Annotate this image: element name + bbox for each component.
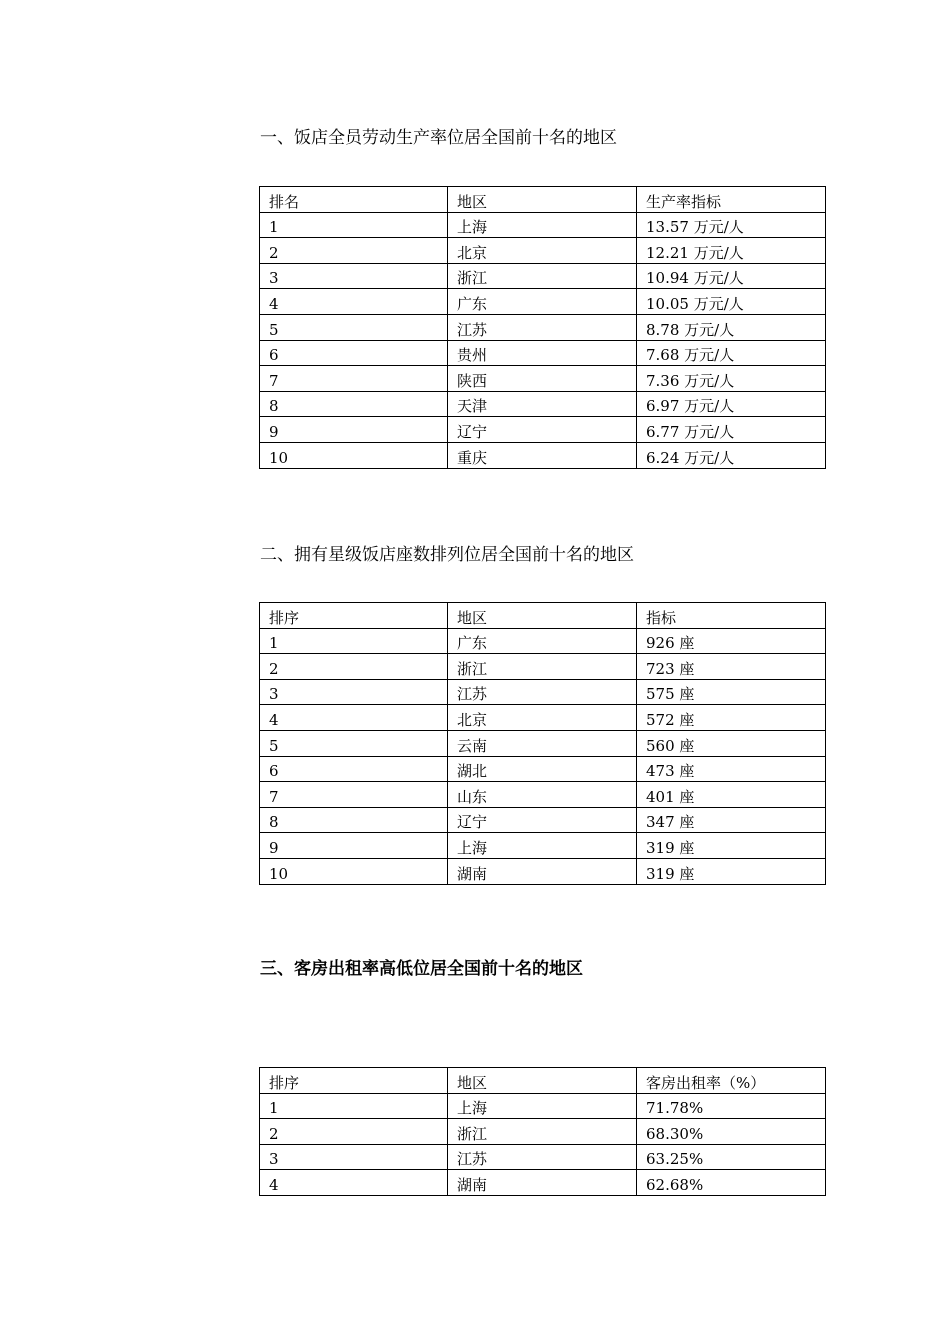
table-cell: 4 <box>260 705 448 731</box>
table-row <box>260 263 826 289</box>
section-3-title: 三、客房出租率高低位居全国前十名的地区 <box>260 959 583 979</box>
table-cell: 广东 <box>448 628 637 654</box>
table-cell: 10.05 万元/人 <box>637 289 826 315</box>
table-cell: 575 座 <box>637 679 826 705</box>
table-row <box>260 391 826 417</box>
table-cell: 7 <box>260 366 448 392</box>
table-row <box>260 442 826 468</box>
table-cell: 473 座 <box>637 756 826 782</box>
table-cell: 天津 <box>448 391 637 417</box>
table-row <box>260 1093 826 1119</box>
column-header: 地区 <box>448 603 637 629</box>
table-cell: 4 <box>260 289 448 315</box>
section-1-table <box>259 186 826 469</box>
table-cell: 723 座 <box>637 654 826 680</box>
table-row <box>260 654 826 680</box>
table-cell: 6.24 万元/人 <box>637 442 826 468</box>
table-cell: 3 <box>260 679 448 705</box>
table-cell: 5 <box>260 314 448 340</box>
table-cell: 浙江 <box>448 263 637 289</box>
table-cell: 云南 <box>448 730 637 756</box>
table-cell: 上海 <box>448 212 637 238</box>
table-row <box>260 782 826 808</box>
table-header-row <box>260 603 826 629</box>
table-cell: 江苏 <box>448 314 637 340</box>
section-2-table <box>259 602 826 885</box>
table-row <box>260 679 826 705</box>
table-header-row <box>260 1068 826 1094</box>
table-cell: 347 座 <box>637 807 826 833</box>
column-header: 地区 <box>448 1068 637 1094</box>
table-cell: 山东 <box>448 782 637 808</box>
table-cell: 辽宁 <box>448 807 637 833</box>
table-cell: 13.57 万元/人 <box>637 212 826 238</box>
column-header: 排名 <box>260 187 448 213</box>
table-cell: 560 座 <box>637 730 826 756</box>
table-cell: 湖南 <box>448 858 637 884</box>
column-header: 客房出租率（%） <box>637 1068 826 1094</box>
table-cell: 10.94 万元/人 <box>637 263 826 289</box>
table-cell: 7 <box>260 782 448 808</box>
table-cell: 1 <box>260 628 448 654</box>
table-cell: 陕西 <box>448 366 637 392</box>
table-cell: 5 <box>260 730 448 756</box>
table-cell: 1 <box>260 212 448 238</box>
table-cell: 6 <box>260 756 448 782</box>
table-cell: 湖北 <box>448 756 637 782</box>
table-cell: 辽宁 <box>448 417 637 443</box>
table-cell: 3 <box>260 263 448 289</box>
section-1-title: 一、饭店全员劳动生产率位居全国前十名的地区 <box>260 128 617 148</box>
table-header-row <box>260 187 826 213</box>
table-row <box>260 705 826 731</box>
table-row <box>260 366 826 392</box>
table-cell: 6 <box>260 340 448 366</box>
table-cell: 8.78 万元/人 <box>637 314 826 340</box>
section-3-table <box>259 1067 826 1196</box>
column-header: 地区 <box>448 187 637 213</box>
table-row <box>260 628 826 654</box>
table-cell: 8 <box>260 391 448 417</box>
table-cell: 926 座 <box>637 628 826 654</box>
column-header: 生产率指标 <box>637 187 826 213</box>
table-row <box>260 212 826 238</box>
table-cell: 2 <box>260 238 448 264</box>
table-cell: 北京 <box>448 705 637 731</box>
table-row <box>260 858 826 884</box>
section-2-title: 二、拥有星级饭店座数排列位居全国前十名的地区 <box>260 545 634 565</box>
table-cell: 浙江 <box>448 654 637 680</box>
table-cell: 重庆 <box>448 442 637 468</box>
table-cell: 北京 <box>448 238 637 264</box>
table-cell: 浙江 <box>448 1119 637 1145</box>
table-cell: 2 <box>260 654 448 680</box>
table-cell: 广东 <box>448 289 637 315</box>
table-cell: 6.77 万元/人 <box>637 417 826 443</box>
table-row <box>260 417 826 443</box>
table-row <box>260 289 826 315</box>
table-cell: 62.68% <box>637 1170 826 1196</box>
table-cell: 8 <box>260 807 448 833</box>
table-cell: 1 <box>260 1093 448 1119</box>
table-cell: 江苏 <box>448 1144 637 1170</box>
table-cell: 6.97 万元/人 <box>637 391 826 417</box>
table-body <box>260 603 826 885</box>
table-cell: 江苏 <box>448 679 637 705</box>
table-cell: 572 座 <box>637 705 826 731</box>
table-row <box>260 730 826 756</box>
table-cell: 401 座 <box>637 782 826 808</box>
table-cell: 7.36 万元/人 <box>637 366 826 392</box>
column-header: 排序 <box>260 603 448 629</box>
table-cell: 12.21 万元/人 <box>637 238 826 264</box>
table-cell: 9 <box>260 833 448 859</box>
table-cell: 7.68 万元/人 <box>637 340 826 366</box>
table-row <box>260 833 826 859</box>
table-body <box>260 1068 826 1196</box>
table-row <box>260 238 826 264</box>
table-cell: 4 <box>260 1170 448 1196</box>
table-row <box>260 340 826 366</box>
table-cell: 319 座 <box>637 858 826 884</box>
table-cell: 319 座 <box>637 833 826 859</box>
table-cell: 湖南 <box>448 1170 637 1196</box>
table-row <box>260 807 826 833</box>
table-cell: 68.30% <box>637 1119 826 1145</box>
column-header: 排序 <box>260 1068 448 1094</box>
table-cell: 贵州 <box>448 340 637 366</box>
table-cell: 上海 <box>448 1093 637 1119</box>
table-row <box>260 756 826 782</box>
table-body <box>260 187 826 469</box>
table-cell: 10 <box>260 442 448 468</box>
table-cell: 2 <box>260 1119 448 1145</box>
table-row <box>260 1144 826 1170</box>
table-cell: 上海 <box>448 833 637 859</box>
table-cell: 63.25% <box>637 1144 826 1170</box>
column-header: 指标 <box>637 603 826 629</box>
table-cell: 9 <box>260 417 448 443</box>
table-cell: 10 <box>260 858 448 884</box>
table-row <box>260 1170 826 1196</box>
table-cell: 71.78% <box>637 1093 826 1119</box>
table-cell: 3 <box>260 1144 448 1170</box>
table-row <box>260 314 826 340</box>
table-row <box>260 1119 826 1145</box>
